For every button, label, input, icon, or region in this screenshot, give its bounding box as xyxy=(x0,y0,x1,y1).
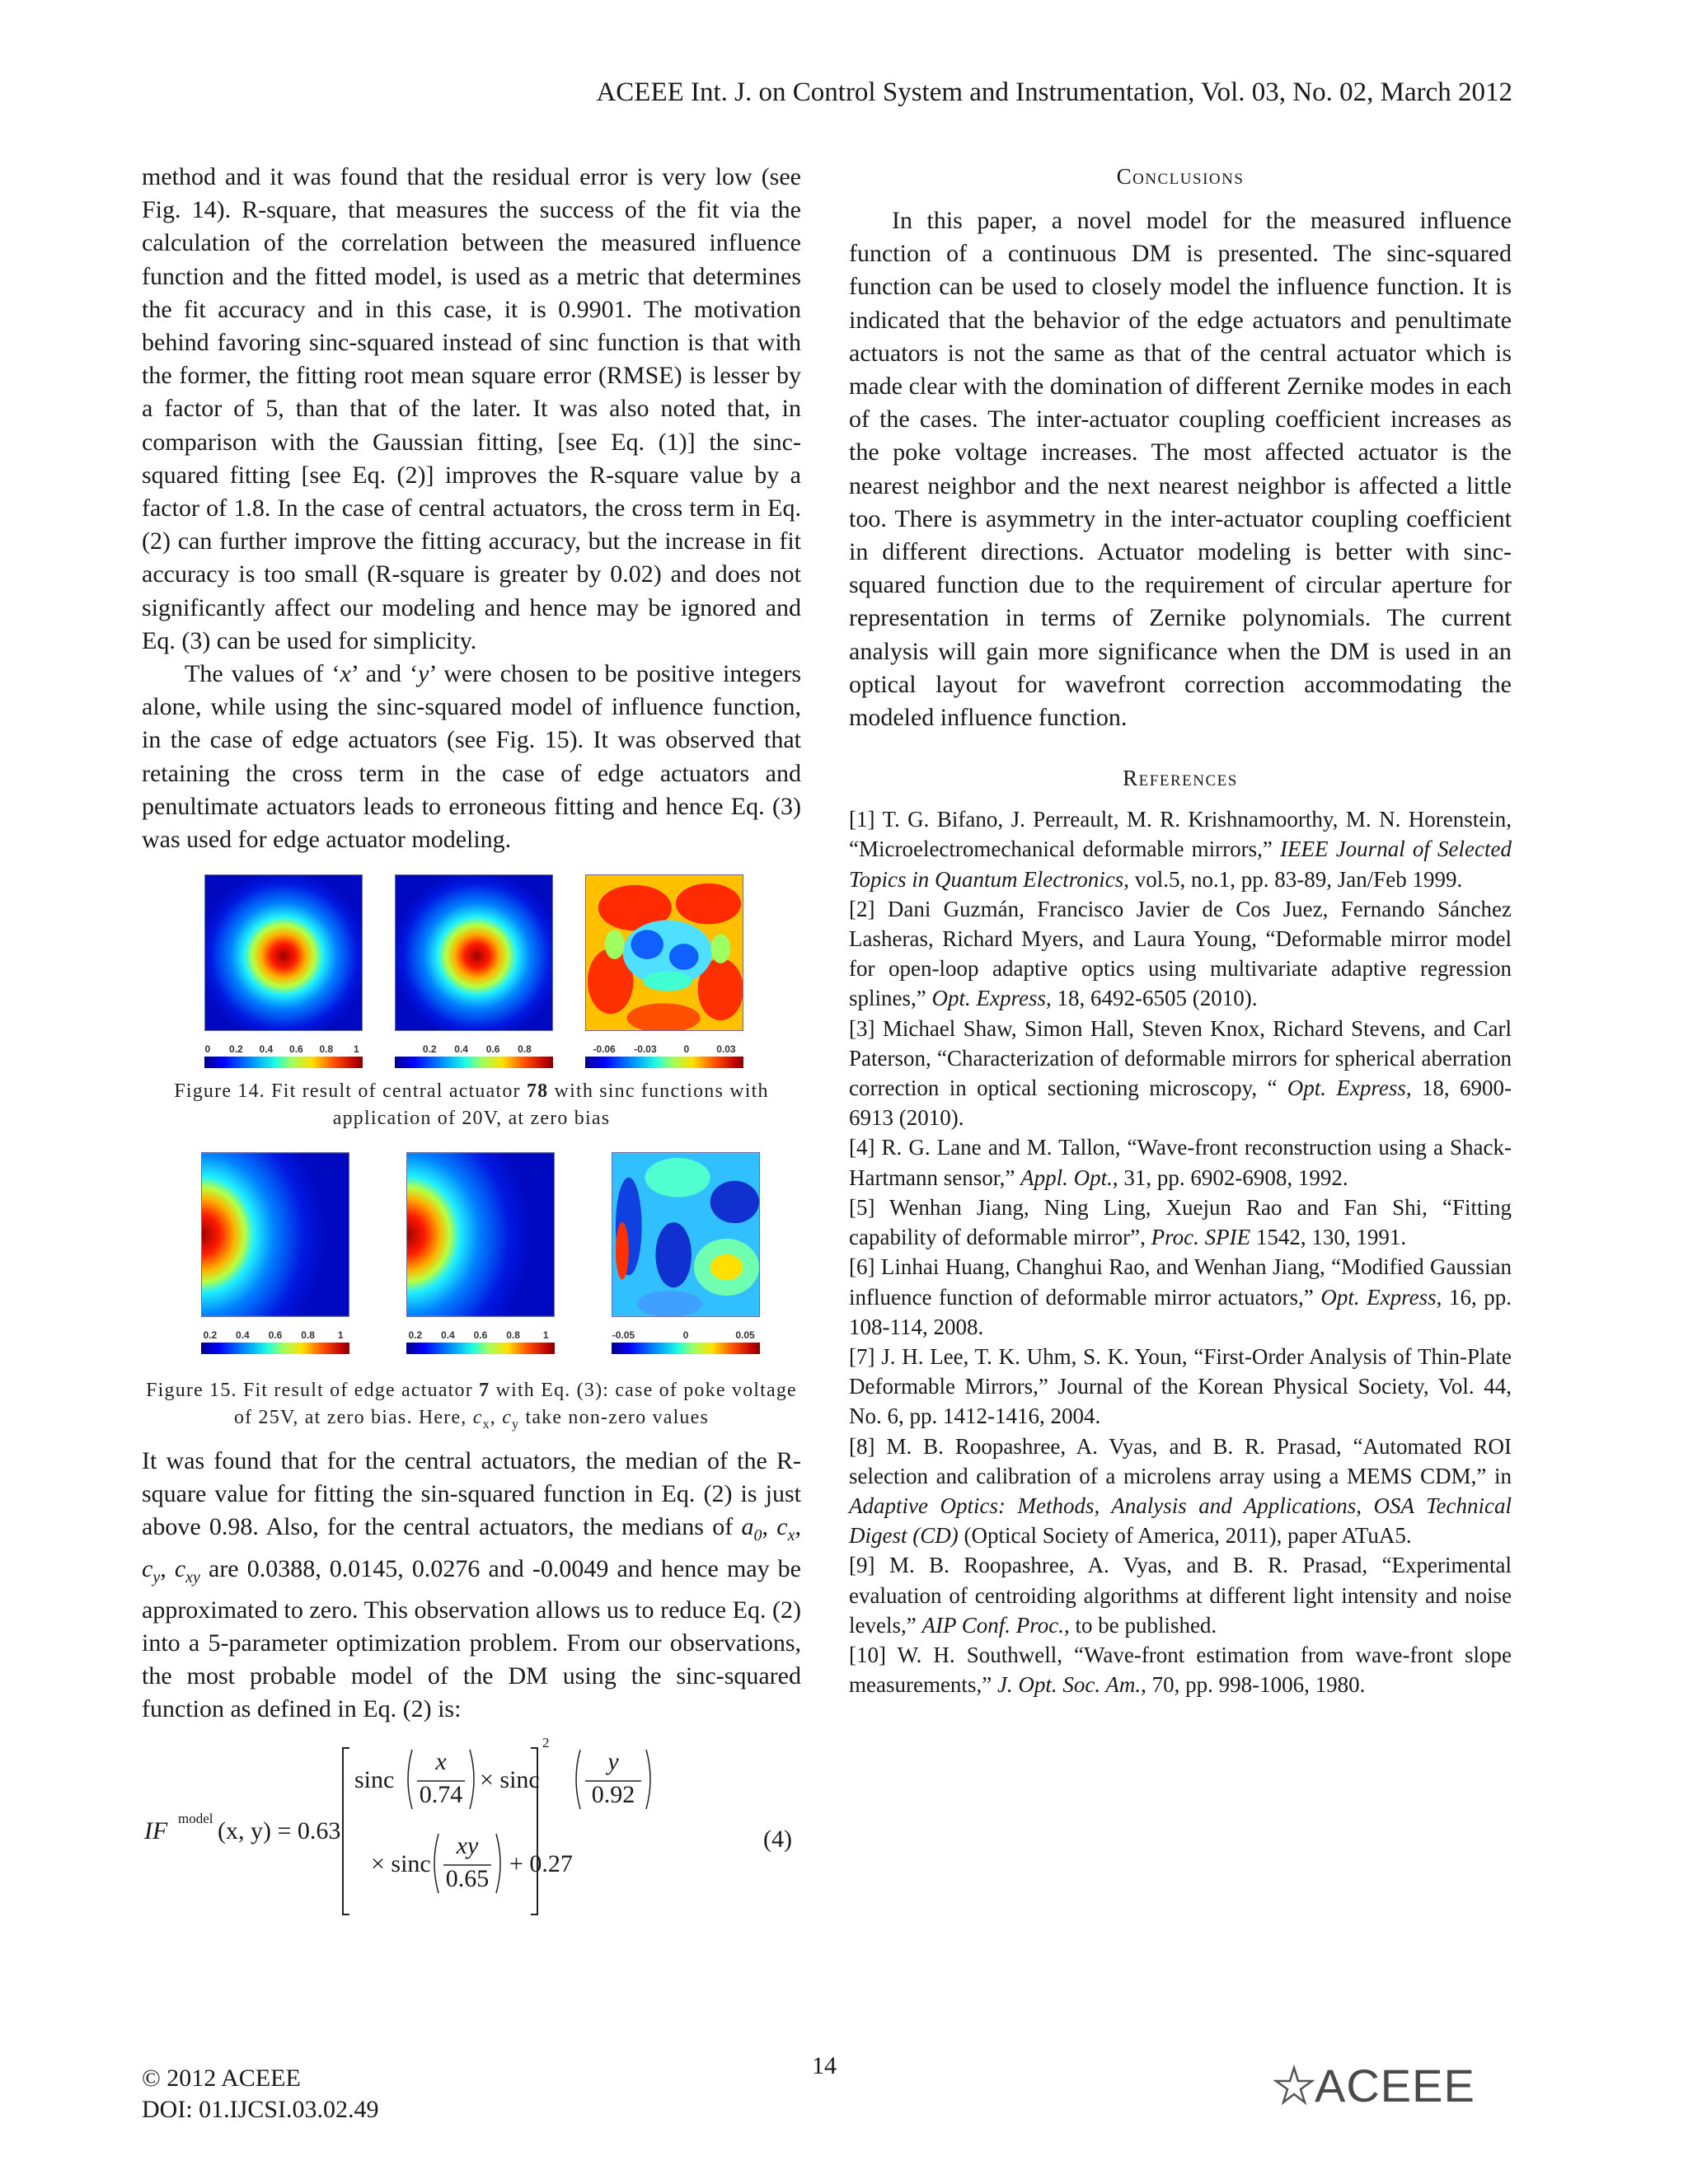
body-paragraph: It was found that for the central actuators, the median of the R-square value for fitting the sin-squared function in Eq. (2) is just above 0.98. Also, for the central actuators, the medians of $a_0$, $c_x$, $c_y$, $c_{xy}$ are 0.0388, 0.0145, 0.0276 and -0.0049 and hence may be approximated to zero. This observation allows us to reduce Eq. (2) into a 5-parameter optimization problem. From our observations, the most probable model of the DM using the sinc-squared function as defined in Eq. (2) is: xyxy=(142,1447,801,1723)
star-logo-icon xyxy=(1273,2064,1315,2106)
reference-item: [3] Michael Shaw, Simon Hall, Steven Knox, Richard Stevens, and Carl Paterson, “Characterization of deformable mirrors for spherical aberration correction in optical sectioning microscopy, “ Opt. Express, 18, 6900-6913 (2010). xyxy=(849,1015,1512,1131)
body-paragraph: method and it was found that the residual error is very low (see Fig. 14). R-square, that measures the success of the fit via the calculation of the correlation between the measured influence function and the fitted model, is used as a metric that determines the fit accuracy and in this case, it is 0.9901. The motivation behind favoring sinc-squared instead of sinc function is that with the former, the fitting root mean square error (RMSE) is lesser by a factor of 5, than that of the later. It was also noted that, in comparison with the Gaussian fitting, [see Eq. (1)] the sinc-squared fitting [see Eq. (2)] improves the R-square value by a factor of 1.8. In the case of central actuators, the cross term in Eq. (2) can further improve the fitting accuracy, but the increase in fit accuracy is too small (R-square is greater by 0.02) and does not significantly affect our modeling and hence may be ignored and Eq. (3) can be used for simplicity. xyxy=(142,163,801,654)
reference-item: [9] M. B. Roopashree, A. Vyas, and B. R. Prasad, “Experimental evaluation of centroiding algorithms at different light intensity and noise levels,” AIP Conf. Proc., to be published. xyxy=(849,1553,1512,1638)
heatmap-image xyxy=(612,1152,760,1317)
reference-item: [6] Linhai Huang, Changhui Rao, and Wenhan Jiang, “Modified Gaussian influence function of deformable mirror actuators,” Opt. Express, 16, pp. 108-114, 2008. xyxy=(849,1254,1512,1339)
heatmap-image xyxy=(201,1152,349,1317)
colorbar: 0 0.2 0.4 0.6 0.8 1 xyxy=(204,1043,363,1071)
heatmap-residual xyxy=(612,1152,760,1357)
reference-item: [10] W. H. Southwell, “Wave-front estimation from wave-front slope measurements,” J. Opt. Soc. Am., 70, pp. 998-1006, 1980. xyxy=(849,1642,1512,1698)
reference-item: [2] Dani Guzmán, Francisco Javier de Cos Juez, Fernando Sánchez Lasheras, Richard Myers, and Laura Young, “Deformable mirror model for open-loop adaptive optics using multivariate adaptive regression splines,” Opt. Express, 18, 6492-6505 (2010). xyxy=(849,896,1512,1011)
heatmap-residual xyxy=(585,874,743,1071)
heatmap-image xyxy=(406,1152,555,1317)
colorbar: 0.2 0.4 0.6 0.8 1 xyxy=(406,1329,555,1357)
figure-caption: Figure 14. Fit result of central actuator 78 with sinc functions with application of 20V, at zero bias xyxy=(174,1080,769,1130)
heatmap-image xyxy=(395,874,553,1031)
footer-left xyxy=(142,2063,379,2125)
doi: DOI: 01.IJCSI.03.02.49 xyxy=(142,2096,379,2123)
equation-4: IF model (x, y) = 0.63 sinc x 0.74 × sinc y 0.92 × sinc xy 0.65 + 0.27 2 (4) xyxy=(142,1745,801,1918)
left-column xyxy=(142,161,801,1918)
reference-item: [4] R. G. Lane and M. Tallon, “Wave-front reconstruction using a Shack-Hartmann sensor,” Appl. Opt., 31, pp. 6902-6908, 1992. xyxy=(849,1135,1512,1190)
figure-14 xyxy=(142,874,801,1132)
copyright: © 2012 ACEEE xyxy=(142,2064,301,2092)
heatmap-fitted xyxy=(406,1152,555,1357)
body-paragraph: The values of ‘x’ and ‘y’ were chosen to be positive integers alone, while using the sinc-squared model of influence function, in the case of edge actuators (see Fig. 15). It was observed that retaining the cross term in the case of edge actuators and penultimate actuators leads to erroneous fitting and hence Eq. (3) was used for edge actuator modeling. xyxy=(142,660,801,854)
heatmap-image xyxy=(585,874,743,1031)
section-title-references: References xyxy=(1123,766,1238,791)
heatmap-image xyxy=(204,874,363,1031)
reference-item: [7] J. H. Lee, T. K. Uhm, S. K. Youn, “First-Order Analysis of Thin-Plate Deformable Mirrors,” Journal of the Korean Physical Society, Vol. 44, No. 6, pp. 1412-1416, 2004. xyxy=(849,1343,1512,1429)
conclusions-paragraph: In this paper, a novel model for the measured influence function of a continuous DM is presented. The sinc-squared function can be used to closely model the influence function. It is indicated that the behavior of the edge actuators and penultimate actuators is not the same as that of the central actuator which is made clear with the domination of different Zernike modes in each of the cases. The inter-actuator coupling coefficient increases as the poke voltage increases. The most affected actuator is the nearest neighbor and the next nearest neighbor is affected a little too. There is asymmetry in the inter-actuator coupling coefficient in different directions. Actuator modeling is better with sinc-squared function due to the requirement of circular aperture for representation in terms of Zernike polynomials. The current analysis will gain more significance when the DM is used in an optical layout for wavefront correction accommodating the modeled influence function. xyxy=(849,207,1512,732)
right-column xyxy=(849,161,1512,1699)
page-number: 14 xyxy=(812,2052,837,2079)
reference-item: [8] M. B. Roopashree, A. Vyas, and B. R. Prasad, “Automated ROI selection and calibration of a microlens array using a MEMS CDM,” in Adaptive Optics: Methods, Analysis and Applications, OSA Technical Digest (CD) (Optical Society of America, 2011), paper ATuA5. xyxy=(849,1433,1512,1549)
colorbar: -0.06 -0.03 0 0.03 xyxy=(585,1043,743,1071)
reference-item: [1] T. G. Bifano, J. Perreault, M. R. Krishnamoorthy, M. N. Horenstein, “Microelectromechanical deformable mirrors,” IEEE Journal of Selected Topics in Quantum Electronics, vol.5, no.1, pp. 83-89, Jan/Feb 1999. xyxy=(849,807,1512,892)
figure-caption: Figure 15. Fit result of edge actuator 7 with Eq. (3): case of poke voltage of 25V, at zero bias. Here, $c_x$, $c_y$ take non-zero values xyxy=(146,1380,797,1432)
running-head: ACEEE Int. J. on Control System and Instrumentation, Vol. 03, No. 02, March 2012 xyxy=(596,77,1512,107)
colorbar: -0.05 0 0.05 xyxy=(612,1329,760,1357)
heatmap-fitted xyxy=(395,874,553,1071)
colorbar: 0.2 0.4 0.6 0.8 1 xyxy=(201,1329,349,1357)
heatmap-measured xyxy=(204,874,363,1071)
figure-15 xyxy=(142,1152,801,1438)
colorbar: 0.2 0.4 0.6 0.8 xyxy=(395,1043,553,1071)
heatmap-measured xyxy=(201,1152,349,1357)
reference-item: [5] Wenhan Jiang, Ning Ling, Xuejun Rao and Fan Shi, “Fitting capability of deformable mirror”, Proc. SPIE 1542, 130, 1991. xyxy=(849,1194,1512,1250)
section-title-conclusions: Conclusions xyxy=(1116,164,1245,189)
reference-list xyxy=(849,804,1512,1699)
logo-text: ACEEE xyxy=(1315,2059,1475,2111)
publisher-logo xyxy=(1273,2060,1475,2110)
